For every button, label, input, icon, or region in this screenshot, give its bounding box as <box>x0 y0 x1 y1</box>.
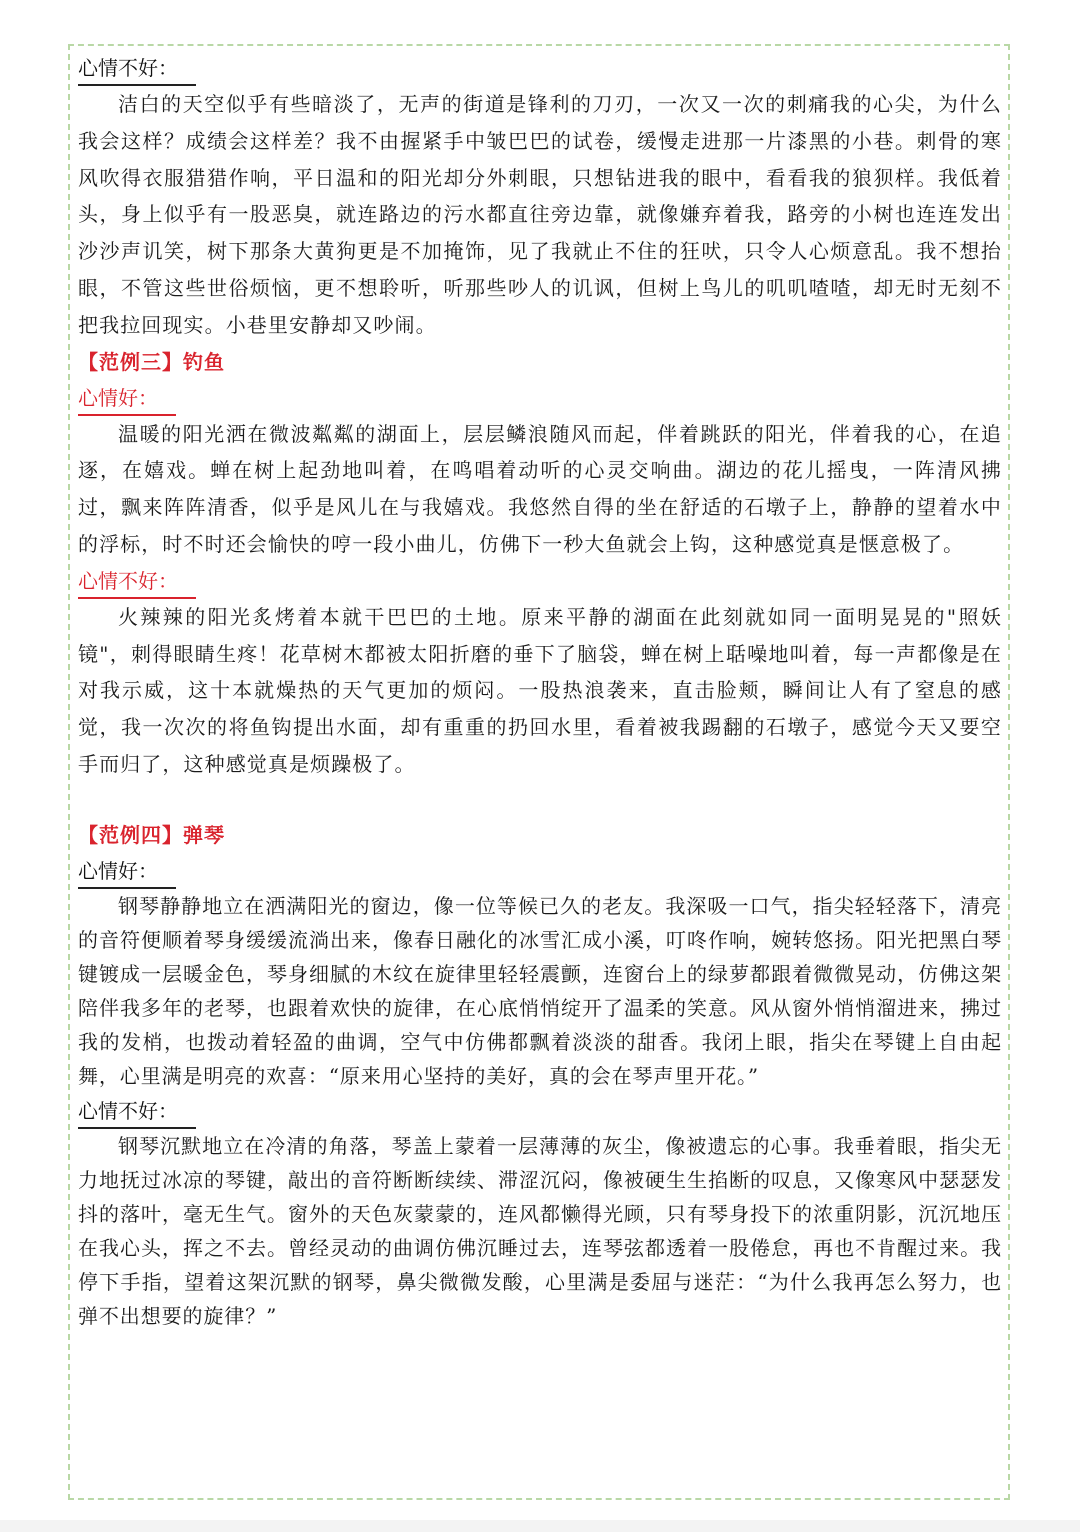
section-sad-alley <box>78 50 1002 344</box>
example-three-heading: 【范例三】钓鱼 <box>78 349 225 374</box>
mood-good-label: 心情好： <box>78 380 176 416</box>
section-spacer <box>78 783 1002 817</box>
mood-bad-label: 心情不好： <box>78 563 196 599</box>
mood-bad-paragraph: 钢琴沉默地立在冷清的角落，琴盖上蒙着一层薄薄的灰尘，像被遗忘的心事。我垂着眼，指尖无力地抚过冰凉的琴键，敲出的音符断断续续、滞涩沉闷，像被硬生生掐断的叹息，又像寒风中瑟瑟发抖的落叶，毫无生气。窗外的天色灰蒙蒙的，连风都懒得光顾，只有琴身投下的浓重阴影，沉沉地压在我心头，挥之不去。曾经灵动的曲调仿佛沉睡过去，连琴弦都透着一股倦怠，再也不肯醒过来。我停下手指，望着这架沉默的钢琴，鼻尖微微发酸，心里满是委屈与迷茫：“为什么我再怎么努力，也弹不出想要的旋律？” <box>78 1133 1002 1328</box>
mood-good-paragraph: 温暖的阳光洒在微波粼粼的湖面上，层层鳞浪随风而起，伴着跳跃的阳光，伴着我的心，在追逐，在嬉戏。蝉在树上起劲地叫着，在鸣唱着动听的心灵交响曲。湖边的花儿摇曳，一阵清风拂过，飘来阵阵清香，似乎是风儿在与我嬉戏。我悠然自得的坐在舒适的石墩子上，静静的望着水中的浮标，时不时还会愉快的哼一段小曲儿，仿佛下一秒大鱼就会上钩，这种感觉真是惬意极了。 <box>78 421 1002 556</box>
mood-bad-label: 心情不好： <box>78 50 196 86</box>
mood-good-label: 心情好： <box>78 853 176 889</box>
section-fishing <box>78 344 1002 783</box>
section-piano <box>78 817 1002 1333</box>
example-four-heading: 【范例四】弹琴 <box>78 822 225 847</box>
mood-good-paragraph: 钢琴静静地立在洒满阳光的窗边，像一位等候已久的老友。我深吸一口气，指尖轻轻落下，清亮的音符便顺着琴身缓缓流淌出来，像春日融化的冰雪汇成小溪，叮咚作响，婉转悠扬。阳光把黑白琴键镀成一层暖金色，琴身细腻的木纹在旋律里轻轻震颤，连窗台上的绿萝都跟着微微晃动，仿佛这架陪伴我多年的老琴，也跟着欢快的旋律，在心底悄悄绽开了温柔的笑意。风从窗外悄悄溜进来，拂过我的发梢，也拨动着轻盈的曲调，空气中仿佛都飘着淡淡的甜香。我闭上眼，指尖在琴键上自由起舞，心里满是明亮的欢喜：“原来用心坚持的美好，真的会在琴声里开花。” <box>78 893 1002 1088</box>
document-content <box>78 50 1002 1333</box>
mood-bad-label: 心情不好： <box>78 1093 196 1129</box>
mood-bad-paragraph: 火辣辣的阳光炙烤着本就干巴巴的土地。原来平静的湖面在此刻就如同一面明晃晃的"照妖镜"，刺得眼睛生疼！花草树木都被太阳折磨的垂下了脑袋，蝉在树上聒噪地叫着，每一声都像是在对我示威，这十本就燥热的天气更加的烦闷。一股热浪袭来，直击脸颊，瞬间让人有了窒息的感觉，我一次次的将鱼钩提出水面，却有重重的扔回水里，看着被我踢翻的石墩子，感觉今天又要空手而归了，这种感觉真是烦躁极了。 <box>78 604 1002 776</box>
mood-bad-paragraph: 洁白的天空似乎有些暗淡了，无声的街道是锋利的刀刃，一次又一次的刺痛我的心尖，为什么我会这样？成绩会这样差？我不由握紧手中皱巴巴的试卷，缓慢走进那一片漆黑的小巷。刺骨的寒风吹得衣服猎猎作响，平日温和的阳光却分外刺眼，只想钻进我的眼中，看看我的狼狈样。我低着头，身上似乎有一股恶臭，就连路边的污水都直往旁边靠，就像嫌弃着我，路旁的小树也连连发出沙沙声讥笑，树下那条大黄狗更是不加掩饰，见了我就止不住的狂吠，只令人心烦意乱。我不想抬眼，不管这些世俗烦恼，更不想聆听，听那些吵人的讥讽，但树上鸟儿的叽叽喳喳，却无时无刻不把我拉回现实。小巷里安静却又吵闹。 <box>78 92 1002 337</box>
